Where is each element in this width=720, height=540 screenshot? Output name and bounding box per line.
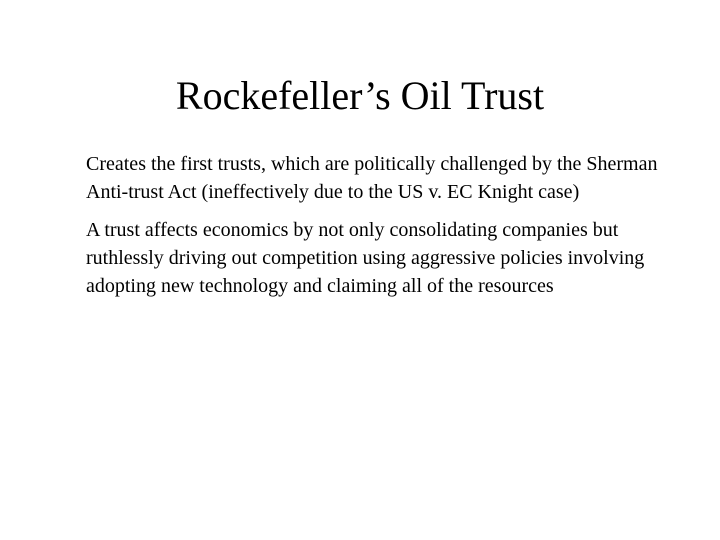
- slide-body: [86, 150, 666, 310]
- paragraph-trust-economics: A trust affects economics by not only consolidating companies but ruthlessly driving out competition using aggressive policies involving adopting new technology and claiming all of the resources: [86, 219, 645, 297]
- paragraph-first-trusts: Creates the first trusts, which are politically challenged by the Sherman Anti-trust Act (ineffectively due to the US v. EC Knight case): [86, 153, 658, 203]
- slide-title: Rockefeller’s Oil Trust: [175, 73, 545, 118]
